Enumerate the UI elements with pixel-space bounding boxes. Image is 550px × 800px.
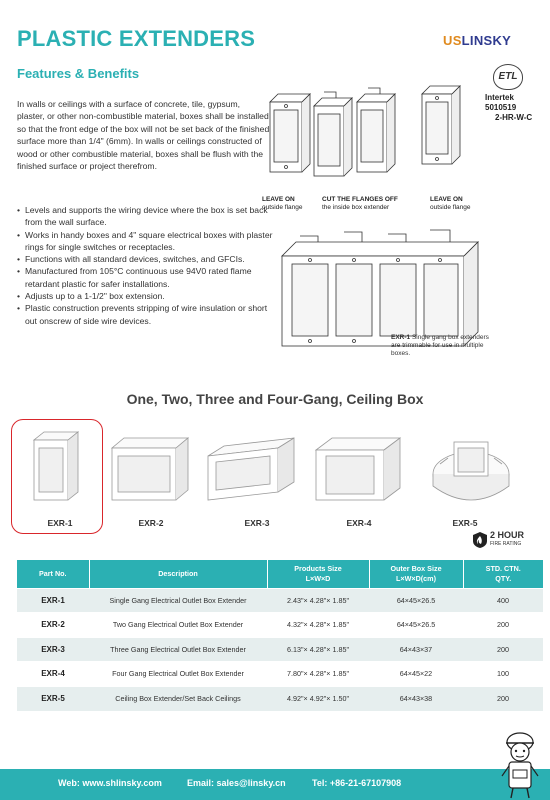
cell-qty: 100 (463, 662, 543, 687)
table-header-row (17, 560, 543, 588)
box-diagram-3 (357, 88, 395, 172)
product-label-exr-5: EXR-5 (452, 518, 478, 528)
features-list (17, 204, 273, 327)
certification-mark (485, 64, 543, 124)
fire-rating-badge (470, 530, 540, 552)
cell-product-size: 7.80"× 4.28"× 1.85" (267, 662, 369, 687)
cell-box-size: 64×43×37 (369, 637, 463, 662)
feature-item: • Adjusts up to a 1-1/2" box extension. (17, 290, 273, 302)
product-exr-3-image (204, 434, 300, 504)
product-exr-2-image (108, 434, 194, 504)
cell-product-size: 6.13"× 4.28"× 1.85" (267, 637, 369, 662)
cell-description: Two Gang Electrical Outlet Box Extender (89, 613, 267, 638)
diagram-label-3: LEAVE ON outside flange (430, 196, 471, 211)
cell-description: Single Gang Electrical Outlet Box Extender (89, 588, 267, 613)
rating-sub: FIRE RATING (490, 541, 522, 547)
product-exr-4-image (312, 432, 406, 506)
cell-product-size: 4.32"× 4.28"× 1.85" (267, 613, 369, 638)
feature-item: • Manufactured from 105°C continuous use 94V0 rated flame retardant plastic for safer installations. (17, 265, 273, 290)
page-title: PLASTIC EXTENDERS (17, 26, 256, 51)
feature-item: • Functions with all standard devices, switches, and GFCIs. (17, 253, 273, 265)
feature-item: • Works in handy boxes and 4" square electrical boxes with plaster rings for single switches or receptacles. (17, 229, 273, 254)
features-heading: Features & Benefits (17, 66, 140, 81)
rating-main: 2 HOUR (490, 530, 525, 540)
cell-product-size: 2.43"× 4.28"× 1.85" (267, 588, 369, 613)
product-label-exr-1: EXR-1 (47, 518, 73, 528)
installation-diagram (262, 80, 467, 195)
cell-qty: 200 (463, 613, 543, 638)
col-header-outer-box: Outer Box Size L×W×D(cm) (369, 560, 463, 588)
box-diagram-4 (422, 86, 460, 164)
cell-product-size: 4.92"× 4.92"× 1.50" (267, 686, 369, 711)
col-header-part: Part No. (17, 560, 89, 588)
brand-prefix: US (443, 33, 462, 48)
product-exr-5-image (428, 428, 514, 510)
cell-box-size: 64×43×38 (369, 686, 463, 711)
cell-qty: 400 (463, 588, 543, 613)
product-label-exr-3: EXR-3 (244, 518, 270, 528)
feature-item: • Plastic construction prevents stripping of wire insulation or short out onscrew of side wire devices. (17, 302, 273, 327)
product-exr-1-image (28, 428, 90, 506)
footer-email[interactable]: Email: sales@linsky.cn (187, 778, 286, 788)
cell-description: Ceiling Box Extender/Set Back Ceilings (89, 686, 267, 711)
cert-line-2: 5010519 (485, 103, 517, 112)
brand-logo (443, 33, 511, 48)
etl-logo-icon: ETL (493, 64, 523, 90)
worker-mascot-icon (498, 728, 542, 800)
cell-description: Four Gang Electrical Outlet Box Extender (89, 662, 267, 687)
col-header-qty: STD. CTN. QTY. (463, 560, 543, 588)
products-heading: One, Two, Three and Four-Gang, Ceiling Box (126, 391, 424, 407)
spec-table (17, 560, 543, 711)
cert-line-1: Intertek (485, 93, 514, 102)
cell-part: EXR-2 (17, 613, 89, 638)
cell-box-size: 64×45×26.5 (369, 613, 463, 638)
table-row (17, 637, 543, 662)
box-diagram-1 (270, 94, 310, 172)
cell-description: Three Gang Electrical Outlet Box Extender (89, 637, 267, 662)
features-intro: In walls or ceilings with a surface of concrete, tile, gypsum, plaster, or other non-combustible material, boxes shall be installed so that the front edge of the box will not be set back of the finished surface more than 1/4" (6mm). In walls or ceilings constructed of wood or other combustible material, boxes shall be flush with the finished surface or project therefrom. (17, 99, 270, 172)
cell-qty: 200 (463, 637, 543, 662)
cell-box-size: 64×45×22 (369, 662, 463, 687)
fire-shield-icon (472, 531, 488, 549)
cell-box-size: 64×45×26.5 (369, 588, 463, 613)
diagram-caption: EXR-1 Single gang box extenders are trimmable for use in multiple boxes. (391, 334, 489, 358)
brand-name: LINSKY (461, 33, 512, 48)
cell-qty: 200 (463, 686, 543, 711)
table-row (17, 662, 543, 687)
footer-tel: Tel: +86-21-67107908 (312, 778, 402, 788)
table-row (17, 588, 543, 613)
cert-line-3: 2-HR-W-C (495, 113, 533, 122)
feature-item: • Levels and supports the wiring device where the box is set back from the wall surface. (17, 204, 273, 229)
product-label-exr-2: EXR-2 (138, 518, 164, 528)
cell-part: EXR-1 (17, 588, 89, 613)
diagram-label-1: LEAVE ON outside flange (262, 196, 303, 211)
table-row (17, 613, 543, 638)
cell-part: EXR-4 (17, 662, 89, 687)
cell-part: EXR-5 (17, 686, 89, 711)
col-header-description: Description (89, 560, 267, 588)
col-header-product-size: Products Size L×W×D (267, 560, 369, 588)
diagram-label-2: CUT THE FLANGES OFF the inside box extender (322, 196, 398, 211)
box-diagram-2 (314, 92, 352, 176)
cell-part: EXR-3 (17, 637, 89, 662)
contact-footer (0, 769, 550, 800)
table-row (17, 686, 543, 711)
footer-web[interactable]: Web: www.shlinsky.com (58, 778, 162, 788)
product-label-exr-4: EXR-4 (346, 518, 372, 528)
